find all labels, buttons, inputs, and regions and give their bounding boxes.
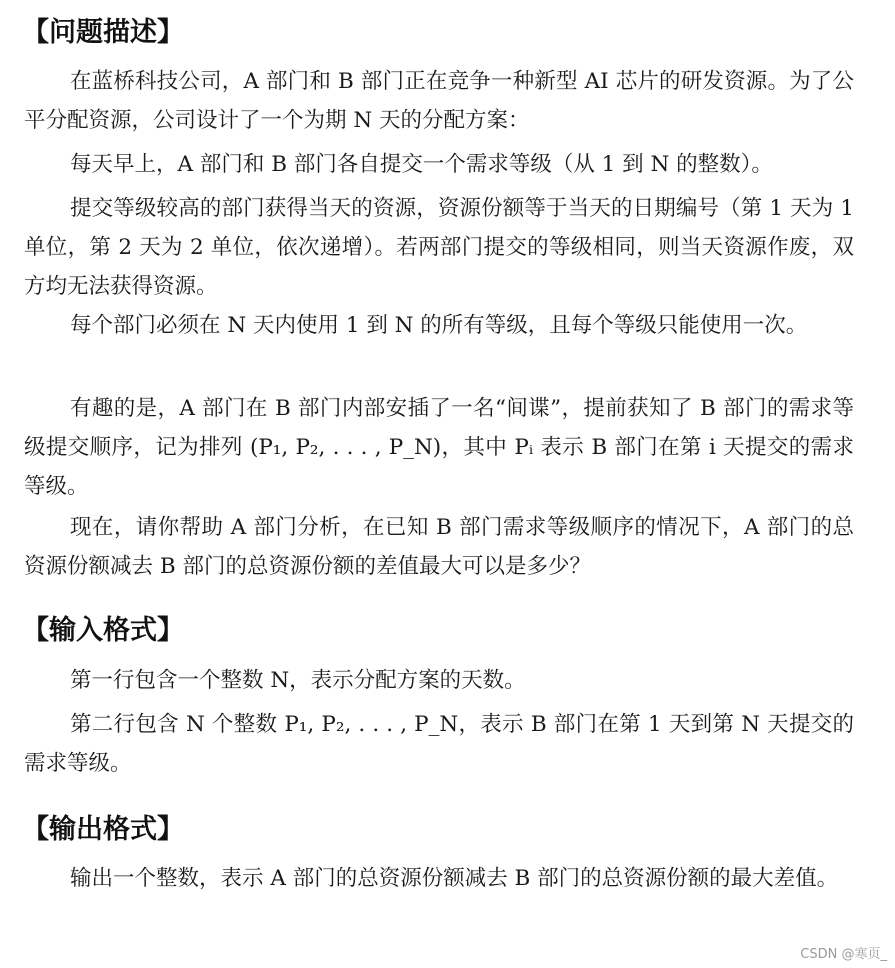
input-paragraph-1: 第一行包含一个整数 N，表示分配方案的天数。 — [70, 668, 526, 693]
problem-paragraph-1: 在蓝桥科技公司，A 部门和 B 部门正在竞争一种新型 AI 芯片的研发资源。为了公平分配资源，公司设计了一个为期 N 天的分配方案： — [24, 69, 854, 133]
problem-paragraph-4: 每个部门必须在 N 天内使用 1 到 N 的所有等级，且每个等级只能使用一次。 — [70, 313, 808, 338]
csdn-watermark: CSDN @寒页_ — [800, 947, 887, 962]
problem-paragraph-6: 现在，请你帮助 A 部门分析，在已知 B 部门需求等级顺序的情况下，A 部门的总资源份额减去 B 部门的总资源份额的差值最大可以是多少？ — [24, 515, 854, 579]
input-paragraph-2: 第二行包含 N 个整数 P₁, P₂, . . . , P_N，表示 B 部门在第 1 天到第 N 天提交的需求等级。 — [24, 712, 854, 776]
heading-output-format: 【输出格式】 — [22, 814, 184, 845]
problem-paragraph-5: 有趣的是，A 部门在 B 部门内部安插了一名“间谍”，提前获知了 B 部门的需求等级提交顺序，记为排列 (P₁, P₂, . . . , P_N)，其中 Pᵢ 表示 B 部门在第 i 天提交的需求等级。 — [24, 396, 854, 499]
heading-problem-description: 【问题描述】 — [22, 17, 184, 48]
heading-input-format: 【输入格式】 — [22, 615, 184, 646]
problem-paragraph-3: 提交等级较高的部门获得当天的资源，资源份额等于当天的日期编号（第 1 天为 1 单位，第 2 天为 2 单位，依次递增）。若两部门提交的等级相同，则当天资源作废，双方均无法获得资源。 — [24, 196, 854, 299]
problem-paragraph-2: 每天早上，A 部门和 B 部门各自提交一个需求等级（从 1 到 N 的整数）。 — [70, 152, 773, 177]
output-paragraph-1: 输出一个整数，表示 A 部门的总资源份额减去 B 部门的总资源份额的最大差值。 — [70, 866, 839, 891]
